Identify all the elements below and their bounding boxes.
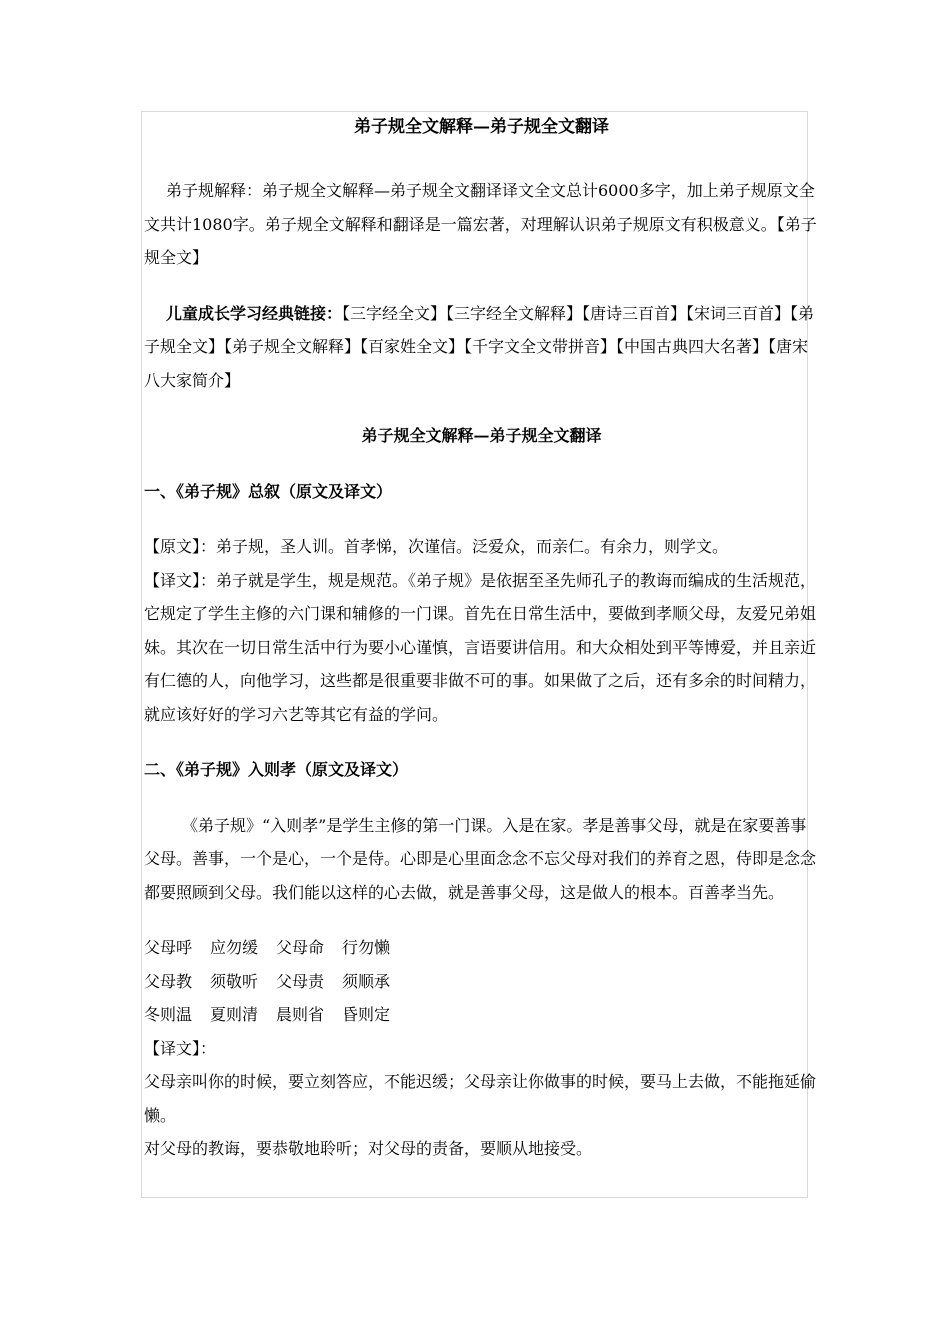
verse-phrase: 昏则定 [342,1005,391,1024]
verse-phrase: 冬则温 [144,1005,193,1024]
verse-phrase: 须敬听 [210,971,259,991]
document-body [144,112,819,1166]
verse-phrase: 行勿懒 [342,938,391,957]
links-label: 儿童成长学习经典链接： [166,303,343,323]
verse-phrase: 父母命 [276,938,325,957]
links-paragraph [144,297,819,398]
section2-intro: 《弟子规》“入则孝”是学生主修的第一门课。入是在家。孝是善事父母，就是在家要善事父母。善事，一个是心，一个是侍。心即是心里面念念不忘父母对我们的养育之恩，侍即是念念都要照顾到父母。我们能以这样的心去做，就是善事父母，这是做人的根本。百善孝当先。 [144,815,817,902]
section2-heading: 二、《弟子规》入则孝（原文及译文） [144,760,409,779]
verse-phrase: 晨则省 [276,1005,325,1024]
verse-phrase: 应勿缓 [210,938,259,957]
verse-phrase: 须顺承 [342,971,391,991]
section2-translation-label: 【译文】： [144,1038,217,1058]
section1-heading: 一、《弟子规》总叙（原文及译文） [144,481,393,501]
section2-translation-line: 父母亲叫你的时候，要立刻答应，不能迟缓；父母亲让你做事的时候，要马上去做，不能拖延偷懒。 [144,1072,817,1125]
section1-original: 【原文】：弟子规，圣人训。首孝悌，次谨信。泛爱众，而亲仁。有余力，则学文。 [144,537,729,556]
verse-phrase: 父母教 [144,971,193,991]
classic-links[interactable]: 【三字经全文】【三字经全文解释】【唐诗三百首】【宋词三百首】【弟子规全文】【弟子规全文解释】【百家姓全文】【千字文全文带拼音】【中国古典四大名著】【唐宋八大家简介】 [144,303,815,390]
verse-line [144,998,819,1032]
subtitle: 弟子规全文解释—弟子规全文翻译 [361,426,602,445]
verse-line [144,931,819,965]
verse-phrase: 父母呼 [144,938,193,957]
verse-phrase: 父母责 [276,971,325,991]
verse-phrase: 夏则清 [210,1005,259,1024]
page-title: 弟子规全文解释—弟子规全文翻译 [354,117,609,137]
verse-line [144,965,819,999]
section1-translation: 【译文】：弟子就是学生，规是规范。《弟子规》是依据至圣先师孔子的教诲而编成的生活规范，它规定了学生主修的六门课和辅修的一门课。首先在日常生活中，要做到孝顺父母，友爱兄弟姐妹。其次在一切日常生活中行为要小心谨慎，言语要讲信用。和大众相处到平等博爱，并且亲近有仁德的人，向他学习，这些都是很重要非做不可的事。如果做了之后，还有多余的时间精力，就应该好好的学习六艺等其它有益的学问。 [144,570,817,724]
section2-translation-line: 对父母的教诲，要恭敬地聆听；对父母的责备，要顺从地接受。 [144,1139,593,1158]
intro-paragraph: 弟子规解释：弟子规全文解释—弟子规全文翻译译文全文总计6000多字，加上弟子规原文全文共计1080字。弟子规全文解释和翻译是一篇宏著，对理解认识弟子规原文有积极意义。【弟子规全文】 [144,181,817,267]
